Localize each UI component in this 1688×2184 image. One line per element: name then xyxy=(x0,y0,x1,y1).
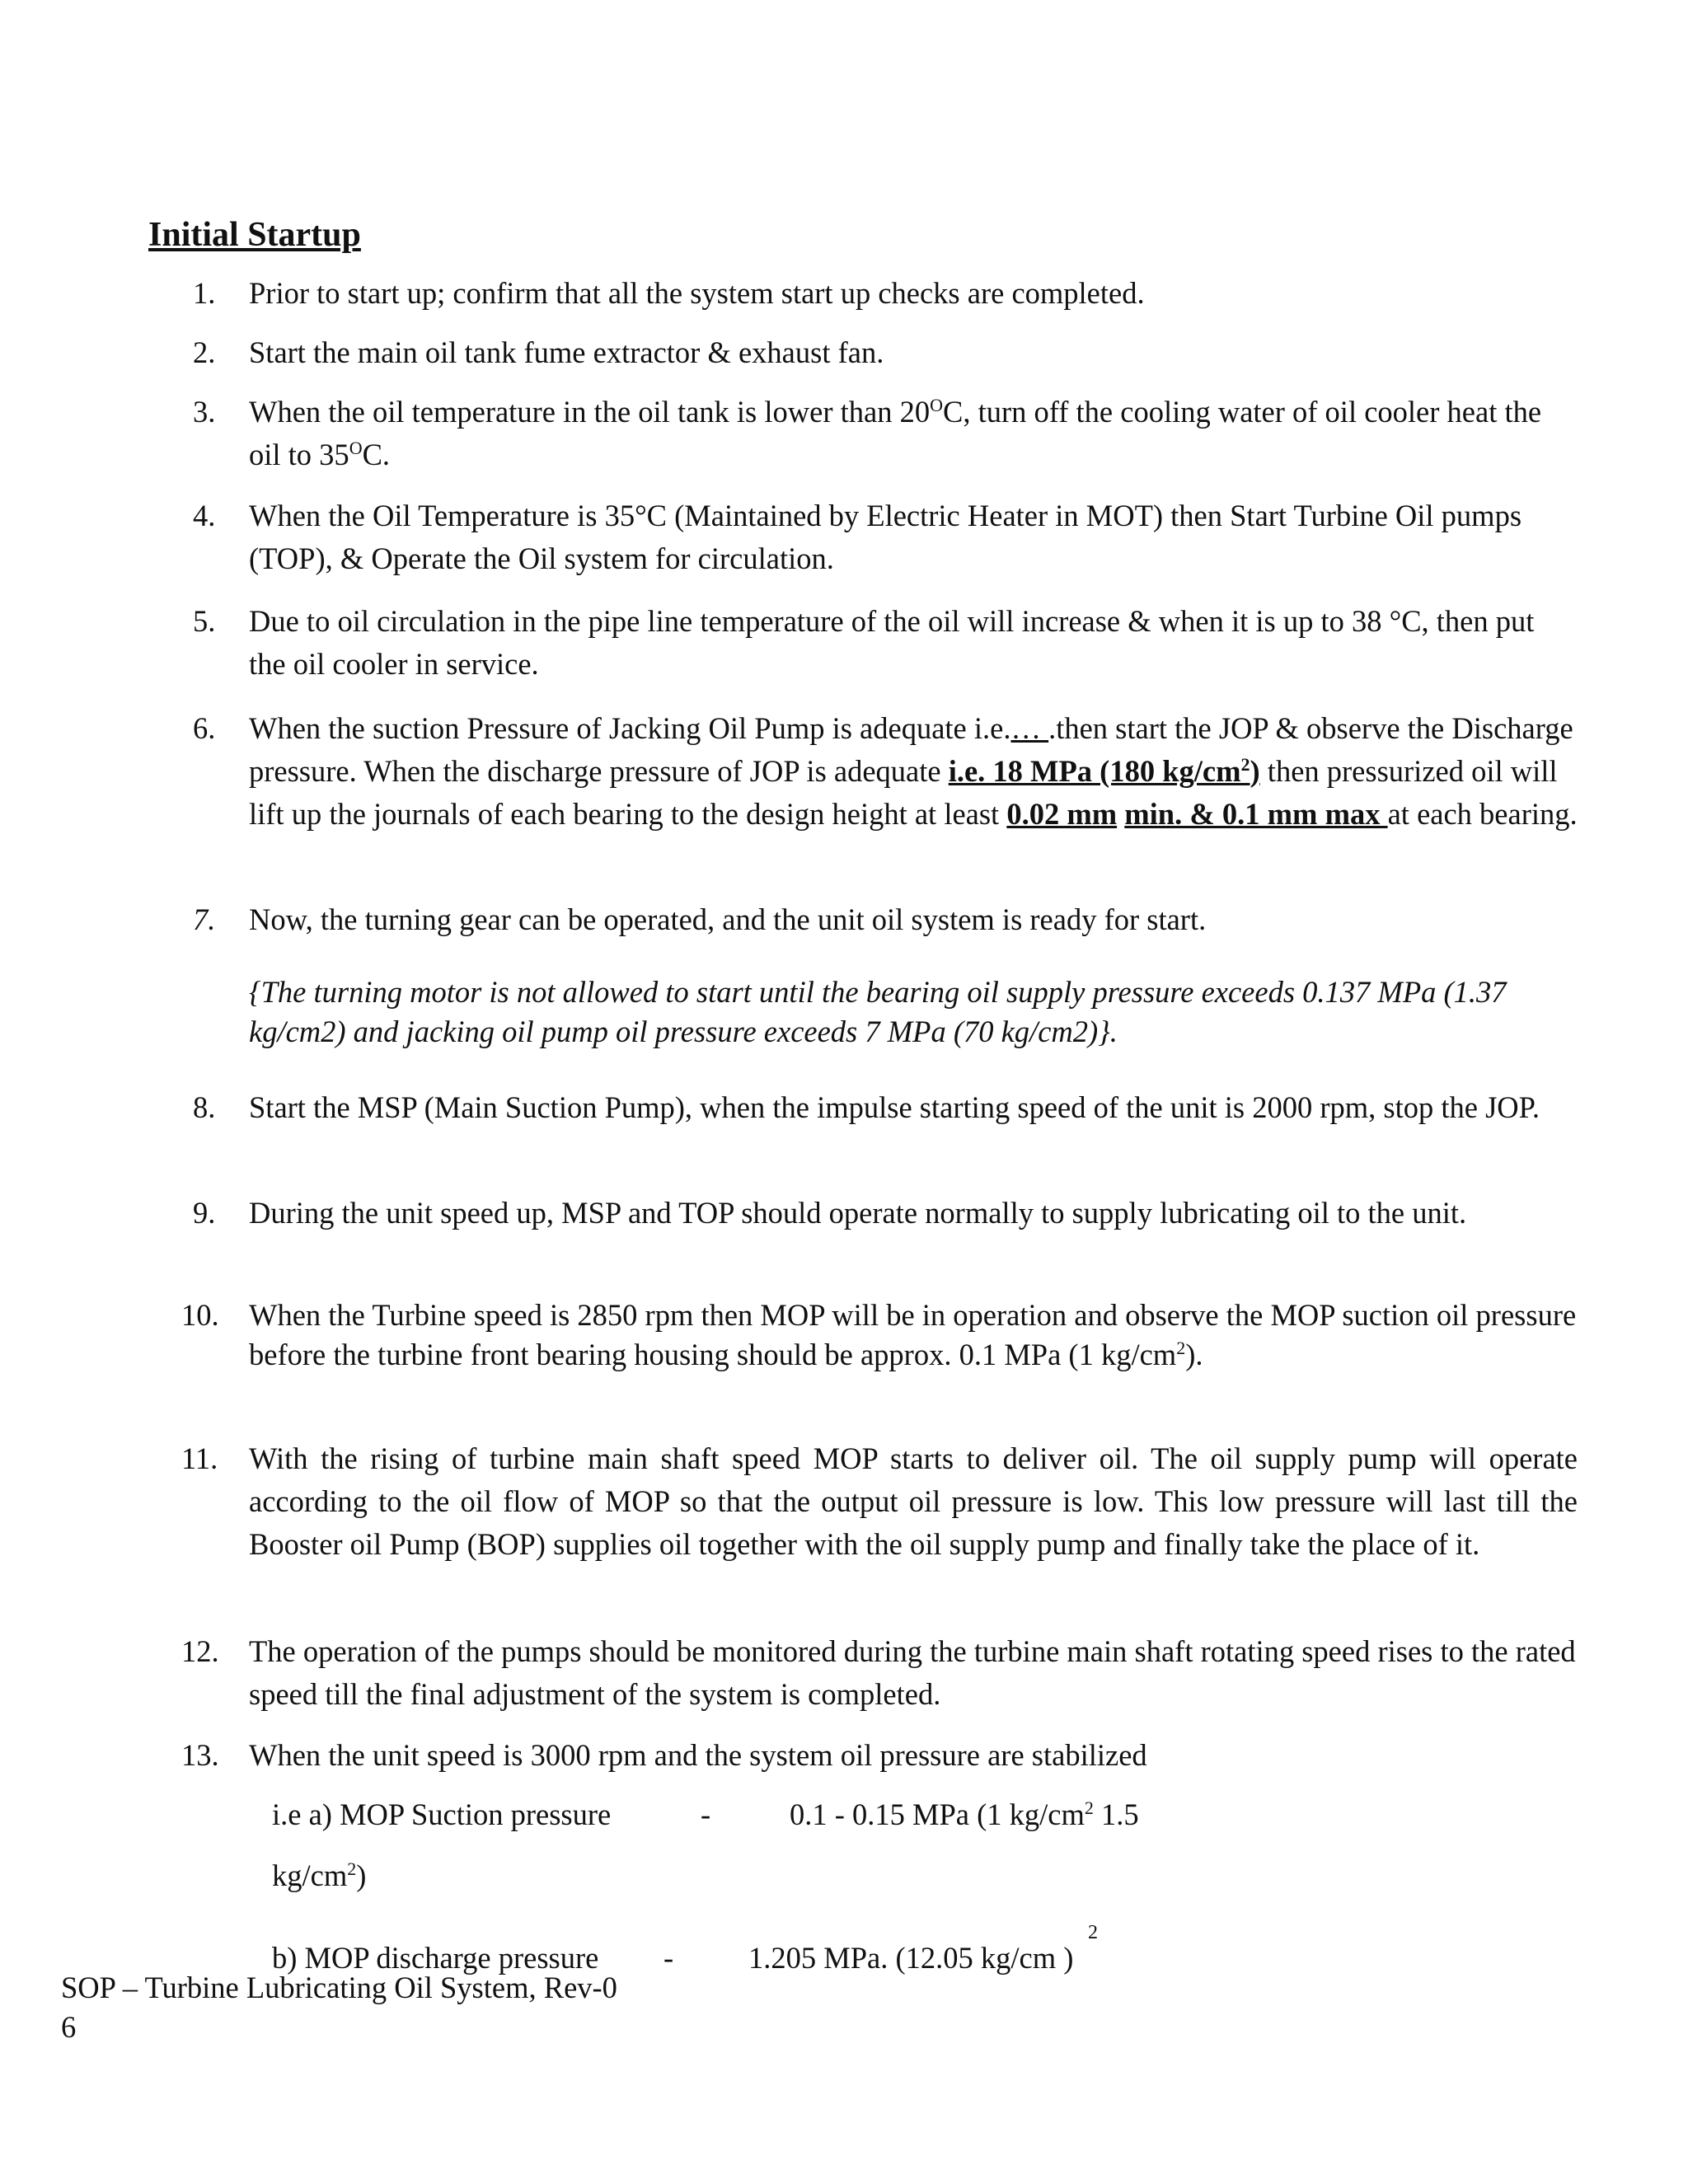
item-text: Now, the turning gear can be operated, and the unit oil system is ready for start. xyxy=(249,902,1207,936)
item-text: Start the MSP (Main Suction Pump), when the impulse starting speed of the unit is 2000 rpm, stop the JOP. xyxy=(249,1090,1540,1124)
item-number: 1. xyxy=(193,276,216,310)
bold-underlined-text xyxy=(949,754,1260,788)
superscript: 2 xyxy=(1240,753,1250,775)
item-text: When the unit speed is 3000 rpm and the system oil pressure are stabilized xyxy=(249,1738,1147,1772)
list-item-1 xyxy=(193,272,1578,315)
item-text-part: C, turn off the cooling water of oil cooler heat the oil to 35 xyxy=(249,395,1542,471)
list-item-5 xyxy=(193,600,1578,686)
item-number: 3. xyxy=(193,395,216,429)
spec-a-value xyxy=(790,1797,1139,1833)
spec-value-part: 1.205 MPa. (12.05 kg/cm xyxy=(748,1941,1057,1975)
list-item-6 xyxy=(193,707,1578,836)
bold-part: ) xyxy=(1250,754,1260,788)
list-item-7 xyxy=(193,898,1578,941)
list-item-11 xyxy=(181,1437,1578,1566)
item-text: Start the main oil tank fume extractor & exhaust fan. xyxy=(249,335,884,369)
item-number: 13. xyxy=(181,1738,219,1772)
blank-field: … xyxy=(1010,711,1049,745)
note-text: {The turning motor is not allowed to start until the bearing oil supply pressure exceeds 0.137 MPa (1.37 kg/cm2) and jacking oil pump oil pressure exceeds 7 MPa (70 kg/cm2)}. xyxy=(249,975,1507,1048)
list-item-2 xyxy=(193,331,1578,374)
spec-a-label: i.e a) MOP Suction pressure xyxy=(272,1797,612,1831)
item-number: 4. xyxy=(193,499,216,532)
list-item-9 xyxy=(193,1192,1578,1235)
item-number: 8. xyxy=(193,1090,216,1124)
spec-value-part: kg/cm xyxy=(272,1858,348,1892)
item-number: 9. xyxy=(193,1196,216,1230)
list-item-4 xyxy=(193,494,1578,580)
item-text: Due to oil circulation in the pipe line temperature of the oil will increase & when it is up to 38 °C, then put the oil cooler in service. xyxy=(249,604,1535,681)
item-text xyxy=(249,391,1578,476)
item-number: 7. xyxy=(193,902,216,936)
item-text-part: then pressurized oil will lift up the journals of each bearing to the design height at least xyxy=(249,754,1558,831)
item-text: Prior to start up; confirm that all the system start up checks are completed. xyxy=(249,276,1145,310)
item-text-part: When the oil temperature in the oil tank is lower than 20 xyxy=(249,395,931,429)
superscript: O xyxy=(349,437,363,458)
spec-value-part: ) xyxy=(1056,1941,1074,1975)
spec-a-wrap xyxy=(272,1858,366,1894)
spec-b-dash: - xyxy=(663,1941,674,1975)
spec-value-part: 0.1 - 0.15 MPa (1 kg/cm xyxy=(790,1797,1085,1831)
spec-value-part: 1.5 xyxy=(1093,1797,1139,1831)
superscript: 2 xyxy=(1176,1337,1186,1358)
item-number: 11. xyxy=(181,1441,218,1475)
item-text-part xyxy=(1117,797,1124,831)
superscript: 2 xyxy=(347,1858,357,1879)
spec-b-value xyxy=(748,1940,1073,1976)
item-text: When the Oil Temperature is 35°C (Maintained by Electric Heater in MOT) then Start Turbine Oil pumps (TOP), & Operate the Oil system for circulation. xyxy=(249,499,1522,575)
bold-part: i.e. 18 MPa (180 kg/cm xyxy=(948,754,1241,788)
item-text: With the rising of turbine main shaft speed MOP starts to deliver oil. The oil supply pump will operate according to the oil flow of MOP so that the output oil pressure is low. This low pressure will last till the Booster oil Pump (BOP) supplies oil together with the oil supply pump and finally take the place of it. xyxy=(249,1441,1578,1561)
bold-underlined-text: 0.02 mm xyxy=(1006,797,1118,831)
spec-value-part: ) xyxy=(356,1858,367,1892)
superscript: O xyxy=(930,394,943,415)
item-text-part: ). xyxy=(1185,1338,1203,1371)
superscript: 2 xyxy=(1084,1797,1094,1818)
spec-a-dash: - xyxy=(701,1797,711,1831)
item-text-part: When the Turbine speed is 2850 rpm then MOP will be in operation and observe the MOP suction oil pressure before the turbine front bearing housing should be approx. 0.1 MPa (1 kg/cm xyxy=(249,1298,1577,1371)
list-item-12 xyxy=(181,1630,1578,1716)
item-number: 6. xyxy=(193,711,216,745)
spec-b-label: b) MOP discharge pressure xyxy=(272,1941,599,1975)
item-text xyxy=(249,1296,1578,1375)
footer-title: SOP – Turbine Lubricating Oil System, Rev-0 xyxy=(61,1971,617,2004)
item-number: 10. xyxy=(181,1298,219,1332)
list-item-13 xyxy=(181,1734,1578,1777)
list-item-3 xyxy=(193,391,1578,476)
item-text: The operation of the pumps should be monitored during the turbine main shaft rotating speed rises to the rated speed till the final adjustment of the system is completed. xyxy=(249,1634,1576,1711)
item-text xyxy=(249,707,1578,836)
bold-underlined-text: min. & 0.1 mm max xyxy=(1124,797,1388,831)
item-text-part: .then start the JOP & observe the Discharge pressure. When the discharge pressure of JOP is adequate xyxy=(249,711,1573,788)
item-number: 5. xyxy=(193,604,216,638)
item-text: During the unit speed up, MSP and TOP should operate normally to supply lubricating oil to the unit. xyxy=(249,1196,1467,1230)
page-number: 6 xyxy=(61,2010,77,2044)
item-text-part: C. xyxy=(362,438,391,471)
list-item-8 xyxy=(193,1086,1578,1129)
section-heading: Initial Startup xyxy=(148,216,361,254)
item-number: 12. xyxy=(181,1634,219,1668)
item-text-part: When the suction Pressure of Jacking Oil Pump is adequate i.e. xyxy=(249,711,1011,745)
spec-b-floating-superscript: 2 xyxy=(1088,1922,1098,1943)
item-number: 2. xyxy=(193,335,216,369)
item-text-part: at each bearing. xyxy=(1387,797,1578,831)
list-item-10 xyxy=(181,1296,1578,1375)
